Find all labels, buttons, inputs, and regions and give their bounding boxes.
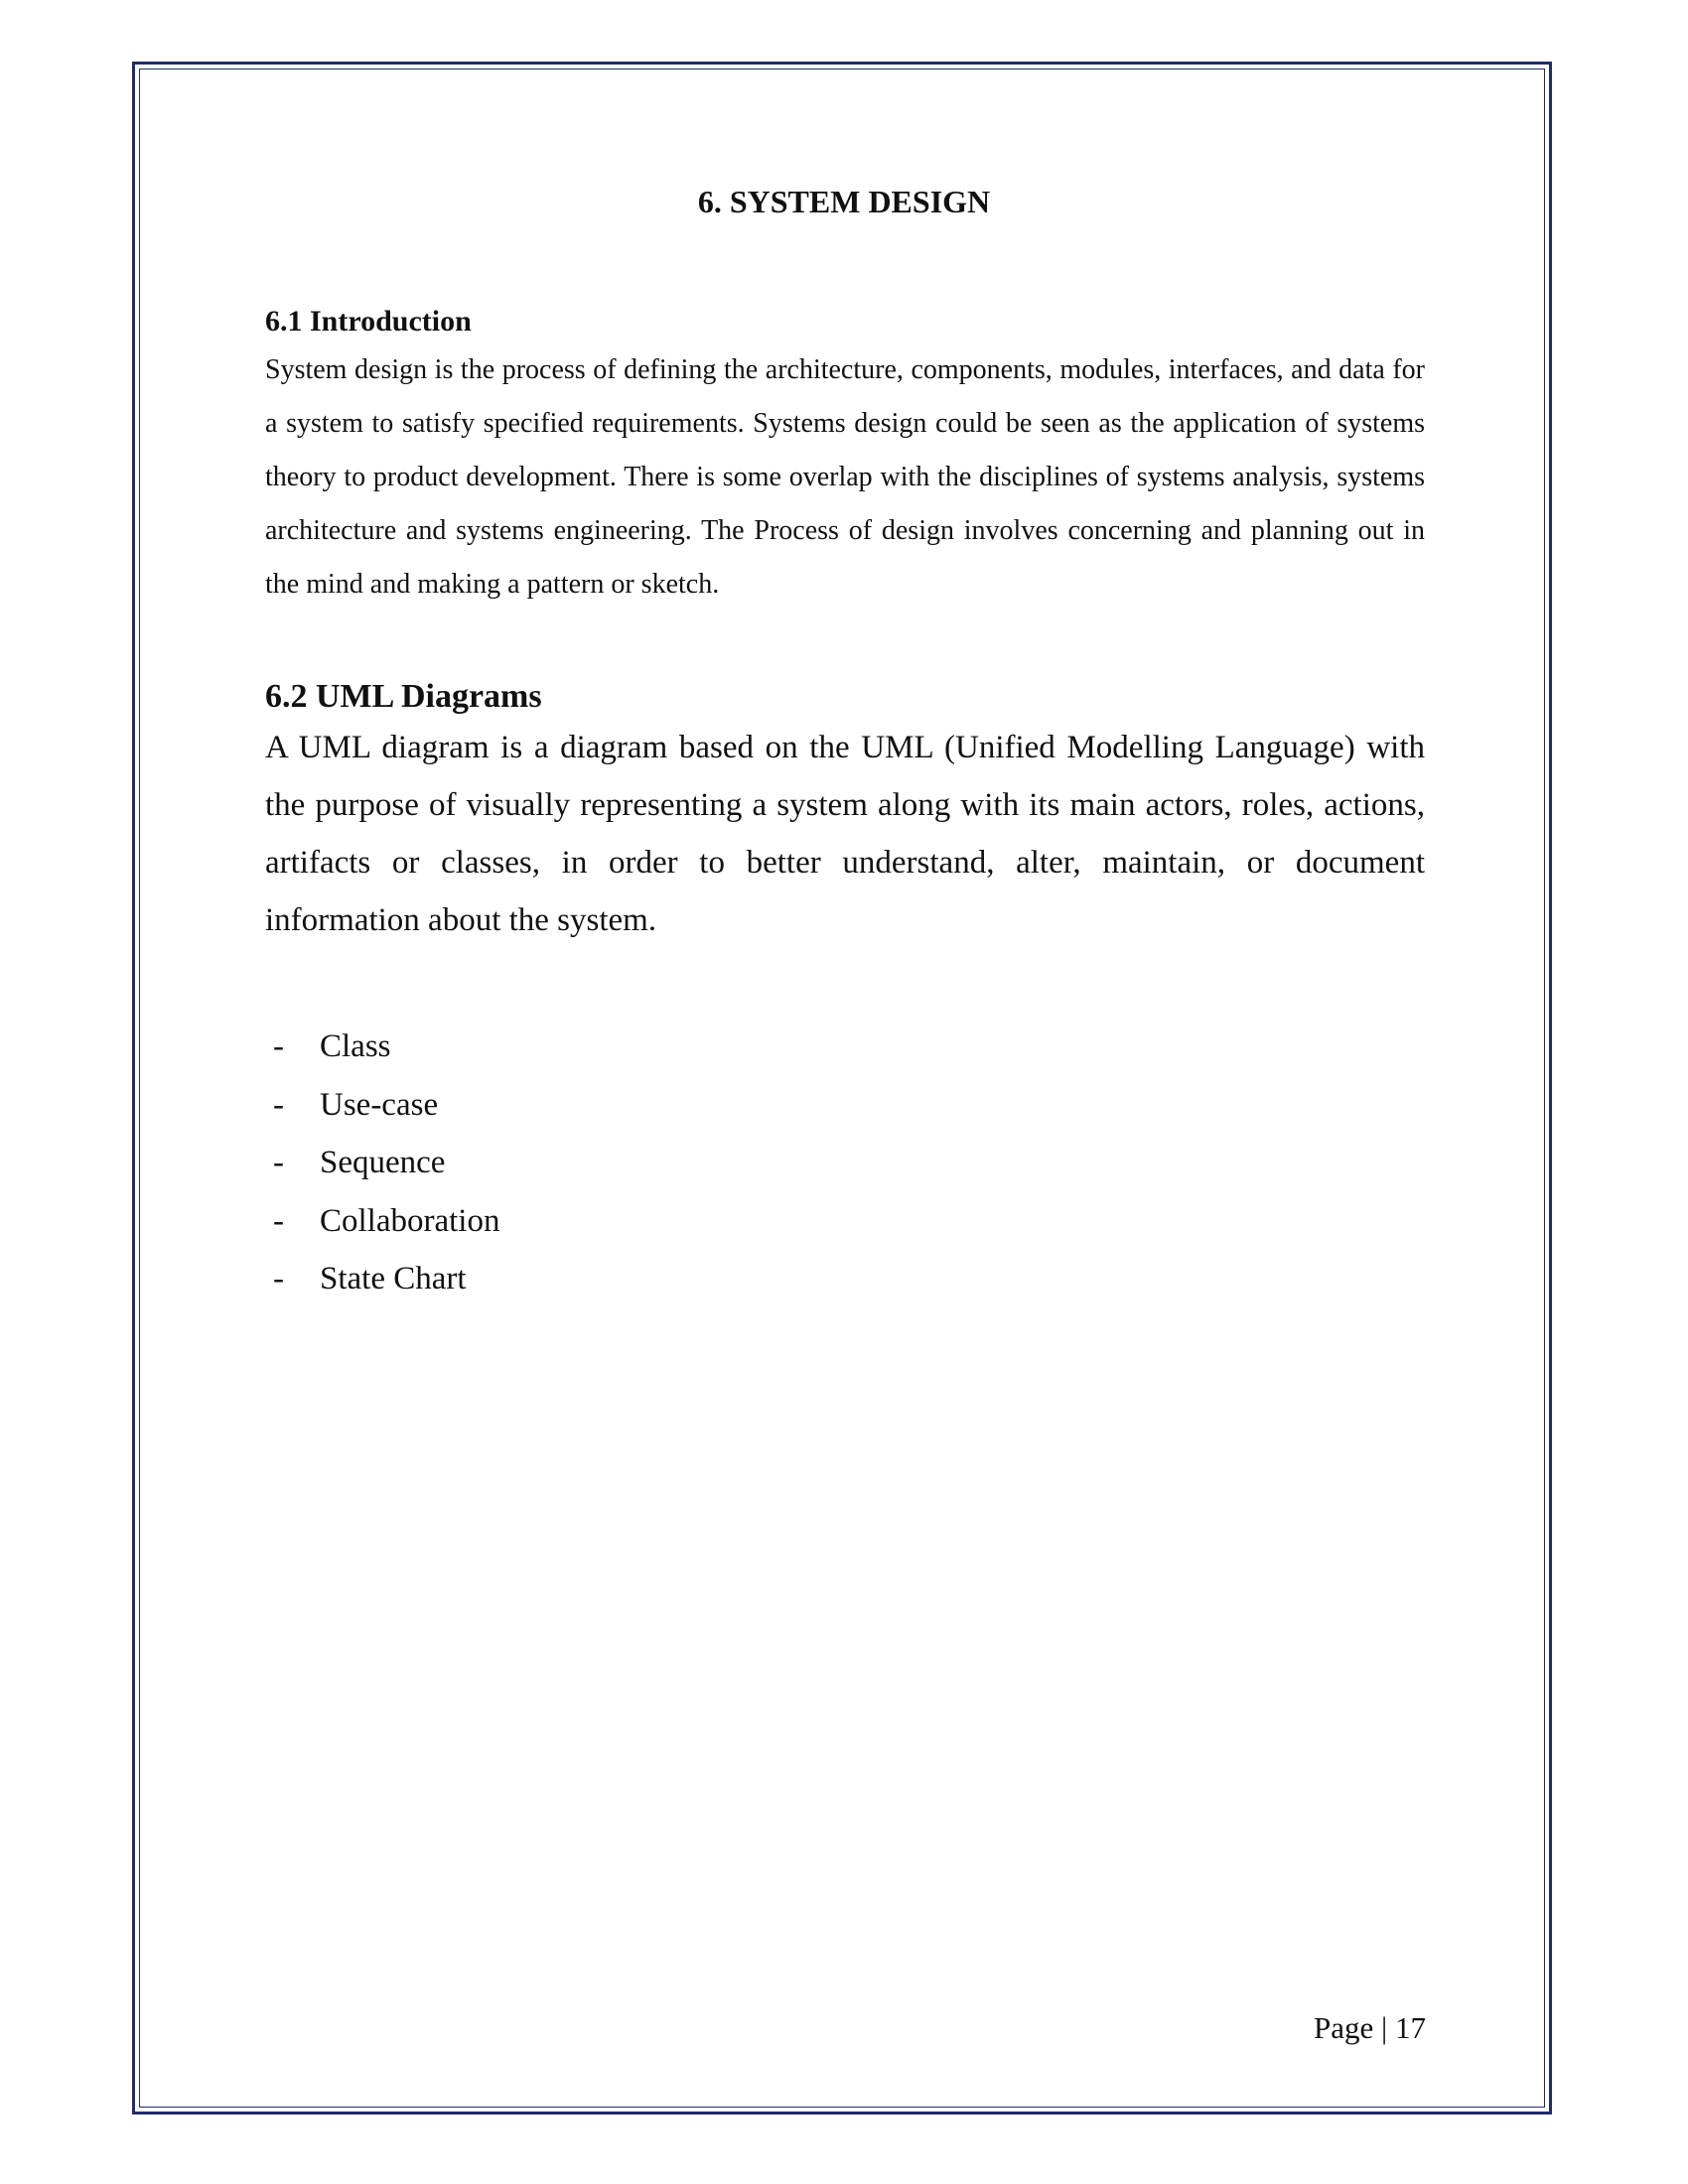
uml-paragraph: A UML diagram is a diagram based on the UML (Unified Modelling Language) with the purpose of visually representing a system along with its main actors, roles, actions, artifacts or classes, in order to better understand, alter, maintain, or document information about the system. <box>265 730 1425 938</box>
bullet-dash: - <box>273 1202 284 1239</box>
section-heading-introduction: 6.1 Introduction <box>265 305 472 338</box>
section-uml-diagrams <box>265 675 1425 949</box>
list-item-label: Collaboration <box>320 1202 500 1239</box>
list-item-label: Sequence <box>320 1145 446 1180</box>
list-item-label: State Chart <box>320 1261 467 1297</box>
list-item-label: Use-case <box>320 1086 439 1123</box>
introduction-paragraph: System design is the process of defining the architecture, components, modules, interfaces, and data for a system to satisfy specified requirements. Systems design could be seen as the application of systems theory to product development. There is some overlap with the disciplines of systems analysis, systems architecture and systems engineering. The Process of design involves concerning and planning out in the mind and making a pattern or sketch. <box>265 354 1425 600</box>
bullet-dash: - <box>273 1261 284 1297</box>
list-item <box>273 1018 499 1076</box>
list-item <box>273 1192 499 1251</box>
section-heading-uml: 6.2 UML Diagrams <box>265 678 542 715</box>
section-introduction <box>265 300 1425 612</box>
page-title: 6. SYSTEM DESIGN <box>697 184 991 219</box>
list-item <box>273 1134 499 1192</box>
bullet-dash: - <box>273 1086 284 1123</box>
list-item <box>273 1250 499 1308</box>
page-number: Page | 17 <box>1314 2010 1426 2045</box>
list-item-label: Class <box>320 1028 391 1064</box>
bullet-dash: - <box>273 1028 284 1064</box>
uml-diagram-list <box>273 1018 499 1308</box>
list-item <box>273 1076 499 1135</box>
bullet-dash: - <box>273 1145 284 1180</box>
